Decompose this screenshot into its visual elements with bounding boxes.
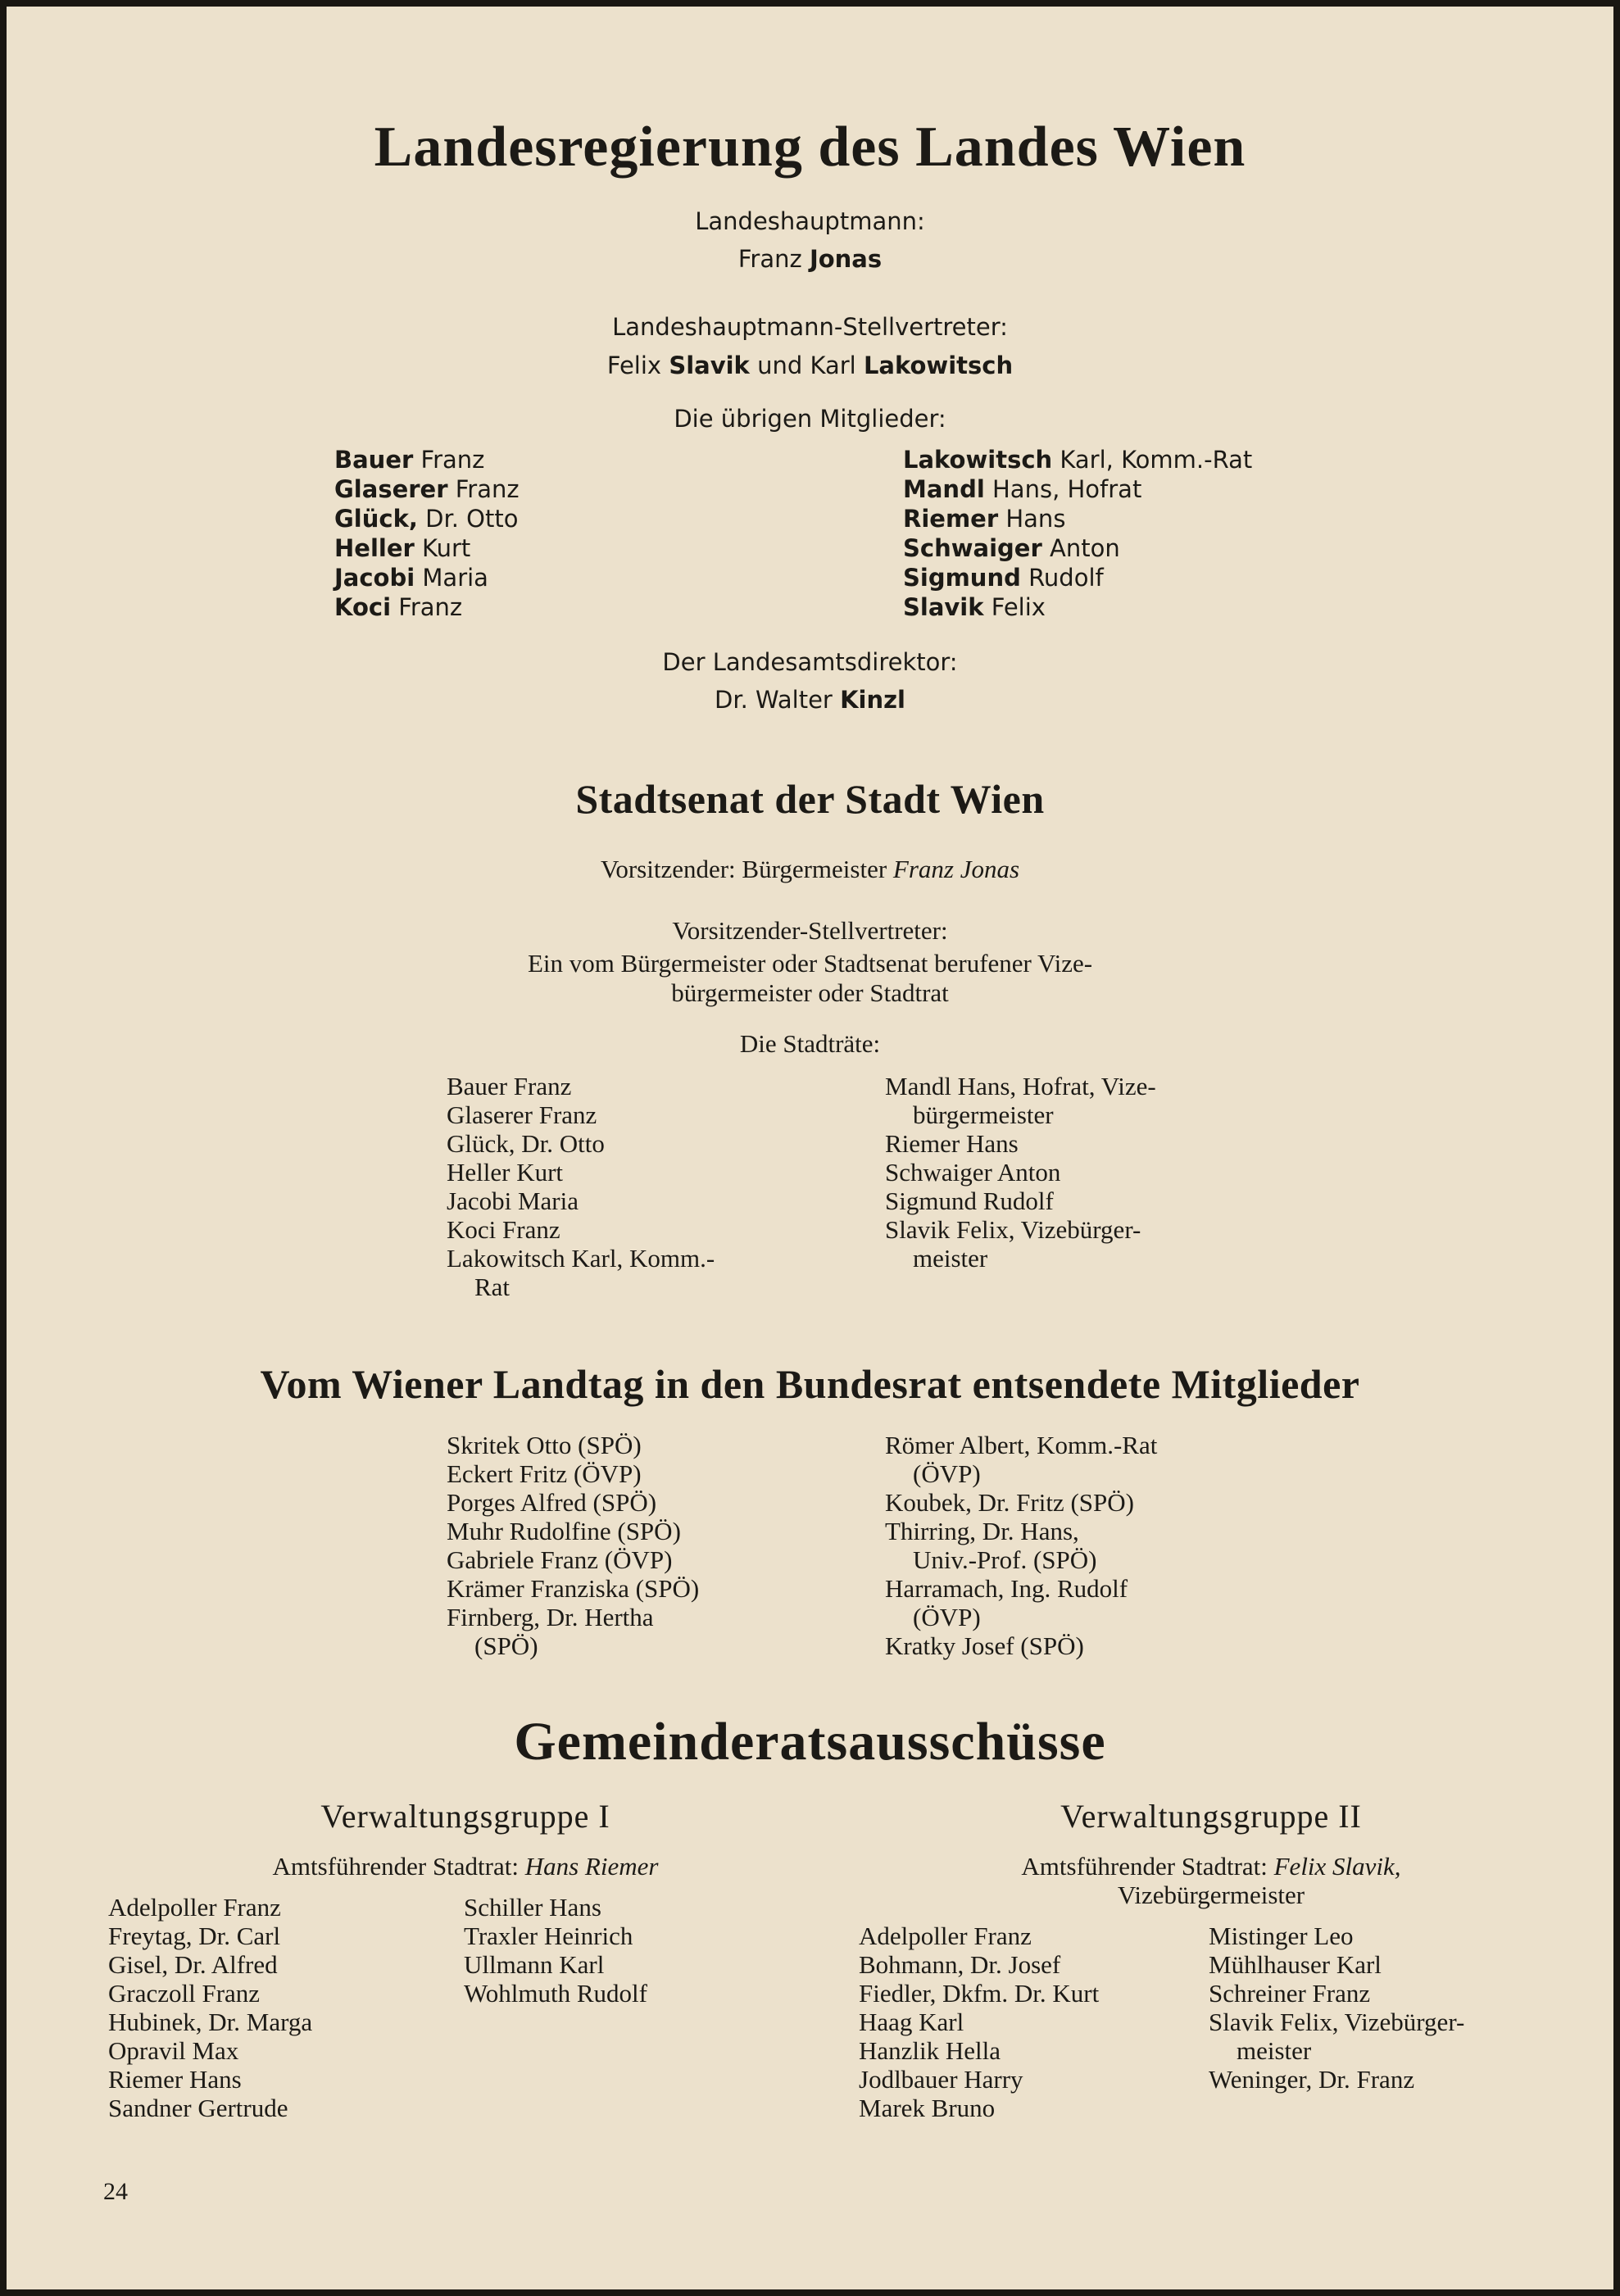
member-row: Glaserer Franz — [334, 475, 520, 503]
list-item: Riemer Hans — [108, 2065, 242, 2094]
list-item: Jacobi Maria — [447, 1187, 579, 1215]
member-row: Koci Franz — [334, 593, 463, 621]
group2-list-col2 — [1209, 1922, 1464, 2094]
list-item: Schreiner Franz — [1209, 1979, 1371, 2008]
list-item: Adelpoller Franz — [108, 1893, 281, 1922]
list-item: Mandl Hans, Hofrat, Vize- — [885, 1072, 1156, 1100]
list-item: Mühlhauser Karl — [1209, 1950, 1382, 1979]
lh-last: Jonas — [809, 245, 883, 273]
group2-chair-prefix: Amtsführender Stadtrat: — [1021, 1852, 1268, 1881]
list-item: bürgermeister — [913, 1100, 1054, 1129]
stv-first-2: Karl — [810, 352, 856, 379]
list-item: meister — [1237, 2036, 1312, 2065]
list-item: Opravil Max — [108, 2036, 239, 2065]
member-row: Sigmund Rudolf — [903, 564, 1104, 592]
list-item: Ullmann Karl — [464, 1950, 605, 1979]
list-item: Rat — [474, 1273, 511, 1301]
list-item: (ÖVP) — [913, 1459, 981, 1488]
member-row: Bauer Franz — [334, 446, 485, 474]
member-row: Riemer Hans — [903, 505, 1066, 533]
list-item: Koci Franz — [447, 1215, 560, 1244]
councillors-label: Die Stadträte: — [739, 1029, 881, 1058]
stadtsenat-chair — [7, 855, 1613, 883]
group2-chair — [842, 1852, 1580, 1881]
list-item: Sandner Gertrude — [108, 2094, 288, 2122]
group1-chair — [7, 1852, 924, 1881]
group2-name: Verwaltungsgruppe II — [1060, 1798, 1362, 1835]
list-item: Porges Alfred (SPÖ) — [447, 1488, 657, 1517]
list-item: Graczoll Franz — [108, 1979, 261, 2008]
list-item: Römer Albert, Komm.-Rat — [885, 1431, 1158, 1459]
list-item: Sigmund Rudolf — [885, 1187, 1054, 1215]
chair-name: Franz Jonas — [892, 855, 1020, 883]
member-row: Schwaiger Anton — [903, 534, 1120, 562]
landesregierung-members-left — [334, 445, 520, 622]
stadtrat-list-right — [885, 1072, 1156, 1273]
list-item: Mistinger Leo — [1209, 1922, 1354, 1950]
landesregierung-title: Landesregierung des Landes Wien — [374, 116, 1246, 179]
group1-chair-prefix: Amtsführender Stadtrat: — [272, 1852, 519, 1881]
group1-list-col1 — [108, 1893, 312, 2122]
stv-last-2: Lakowitsch — [863, 352, 1014, 379]
stv-last-1: Slavik — [669, 352, 750, 379]
stadtrat-list-left — [447, 1072, 715, 1301]
list-item: Wohlmuth Rudolf — [464, 1979, 647, 2008]
list-item: meister — [913, 1244, 988, 1273]
list-item: (SPÖ) — [474, 1631, 538, 1660]
list-item: Hubinek, Dr. Marga — [108, 2008, 313, 2036]
member-row: Slavik Felix — [903, 593, 1046, 621]
stv-first-1: Felix — [606, 352, 662, 379]
list-item: Harramach, Ing. Rudolf — [885, 1574, 1128, 1603]
list-item: Freytag, Dr. Carl — [108, 1922, 281, 1950]
list-item: Thirring, Dr. Hans, — [885, 1517, 1079, 1545]
list-item: Riemer Hans — [885, 1129, 1019, 1158]
deputy-text-1: Ein vom Bürgermeister oder Stadtsenat berufener Vize- — [527, 949, 1093, 978]
list-item: Slavik Felix, Vizebürger- — [1209, 2008, 1465, 2036]
list-item: Glück, Dr. Otto — [447, 1129, 605, 1158]
list-item: Marek Bruno — [859, 2094, 996, 2122]
document-page — [7, 7, 1613, 2289]
list-item: Slavik Felix, Vizebürger- — [885, 1215, 1141, 1244]
group2-chair-line2: Vizebürgermeister — [1117, 1881, 1305, 1909]
bundesrat-list-left — [447, 1431, 699, 1660]
list-item: Muhr Rudolfine (SPÖ) — [447, 1517, 681, 1545]
director-last: Kinzl — [840, 686, 905, 714]
list-item: (ÖVP) — [913, 1603, 981, 1631]
list-item: Adelpoller Franz — [859, 1922, 1032, 1950]
list-item: Lakowitsch Karl, Komm.- — [447, 1244, 715, 1273]
list-item: Koubek, Dr. Fritz (SPÖ) — [885, 1488, 1134, 1517]
stv-label: Landeshauptmann-Stellvertreter: — [612, 313, 1008, 341]
director-first: Dr. Walter — [715, 686, 833, 714]
deputy-label: Vorsitzender-Stellvertreter: — [672, 916, 948, 945]
list-item: Kratky Josef (SPÖ) — [885, 1631, 1084, 1660]
group1-list-col2 — [464, 1893, 647, 2008]
director-label: Der Landesamtsdirektor: — [662, 648, 958, 676]
list-item: Glaserer Franz — [447, 1100, 597, 1129]
list-item: Weninger, Dr. Franz — [1209, 2065, 1415, 2094]
list-item: Firnberg, Dr. Hertha — [447, 1603, 654, 1631]
stv-und: und — [757, 352, 803, 379]
lh-label: Landeshauptmann: — [695, 207, 925, 235]
list-item: Eckert Fritz (ÖVP) — [447, 1459, 642, 1488]
lh-name — [7, 244, 1613, 274]
ausschuesse-title: Gemeinderatsausschüsse — [514, 1712, 1106, 1772]
lh-first: Franz — [737, 245, 802, 273]
group1-name: Verwaltungsgruppe I — [320, 1798, 610, 1835]
others-label: Die übrigen Mitglieder: — [674, 405, 946, 433]
member-row: Mandl Hans, Hofrat — [903, 475, 1142, 503]
list-item: Hanzlik Hella — [859, 2036, 1001, 2065]
bundesrat-title: Vom Wiener Landtag in den Bundesrat entsendete Mitglieder — [260, 1361, 1360, 1407]
list-item: Krämer Franziska (SPÖ) — [447, 1574, 700, 1603]
member-row: Heller Kurt — [334, 534, 471, 562]
bundesrat-list-right — [885, 1431, 1157, 1660]
list-item: Fiedler, Dkfm. Dr. Kurt — [859, 1979, 1100, 2008]
list-item: Haag Karl — [859, 2008, 964, 2036]
list-item: Heller Kurt — [447, 1158, 564, 1187]
list-item: Jodlbauer Harry — [859, 2065, 1023, 2094]
member-row: Lakowitsch Karl, Komm.-Rat — [903, 446, 1253, 474]
chair-prefix: Vorsitzender: Bürgermeister — [600, 855, 887, 883]
list-item: Schiller Hans — [464, 1893, 601, 1922]
list-item: Univ.-Prof. (SPÖ) — [913, 1545, 1097, 1574]
list-item: Gabriele Franz (ÖVP) — [447, 1545, 673, 1574]
stadtsenat-title: Stadtsenat der Stadt Wien — [575, 776, 1045, 822]
group2-chair-name: Felix Slavik, — [1273, 1852, 1401, 1881]
landesregierung-members-right — [903, 445, 1252, 622]
group1-chair-name: Hans Riemer — [524, 1852, 659, 1881]
director-name — [7, 685, 1613, 715]
list-item: Skritek Otto (SPÖ) — [447, 1431, 642, 1459]
list-item: Schwaiger Anton — [885, 1158, 1061, 1187]
list-item: Gisel, Dr. Alfred — [108, 1950, 278, 1979]
stv-names — [7, 351, 1613, 380]
page-number: 24 — [103, 2178, 128, 2205]
member-row: Glück, Dr. Otto — [334, 505, 519, 533]
deputy-text-2: bürgermeister oder Stadtrat — [671, 978, 949, 1007]
group2-list-col1 — [859, 1922, 1099, 2122]
member-row: Jacobi Maria — [334, 564, 488, 592]
list-item: Traxler Heinrich — [464, 1922, 633, 1950]
list-item: Bohmann, Dr. Josef — [859, 1950, 1061, 1979]
list-item: Bauer Franz — [447, 1072, 572, 1100]
